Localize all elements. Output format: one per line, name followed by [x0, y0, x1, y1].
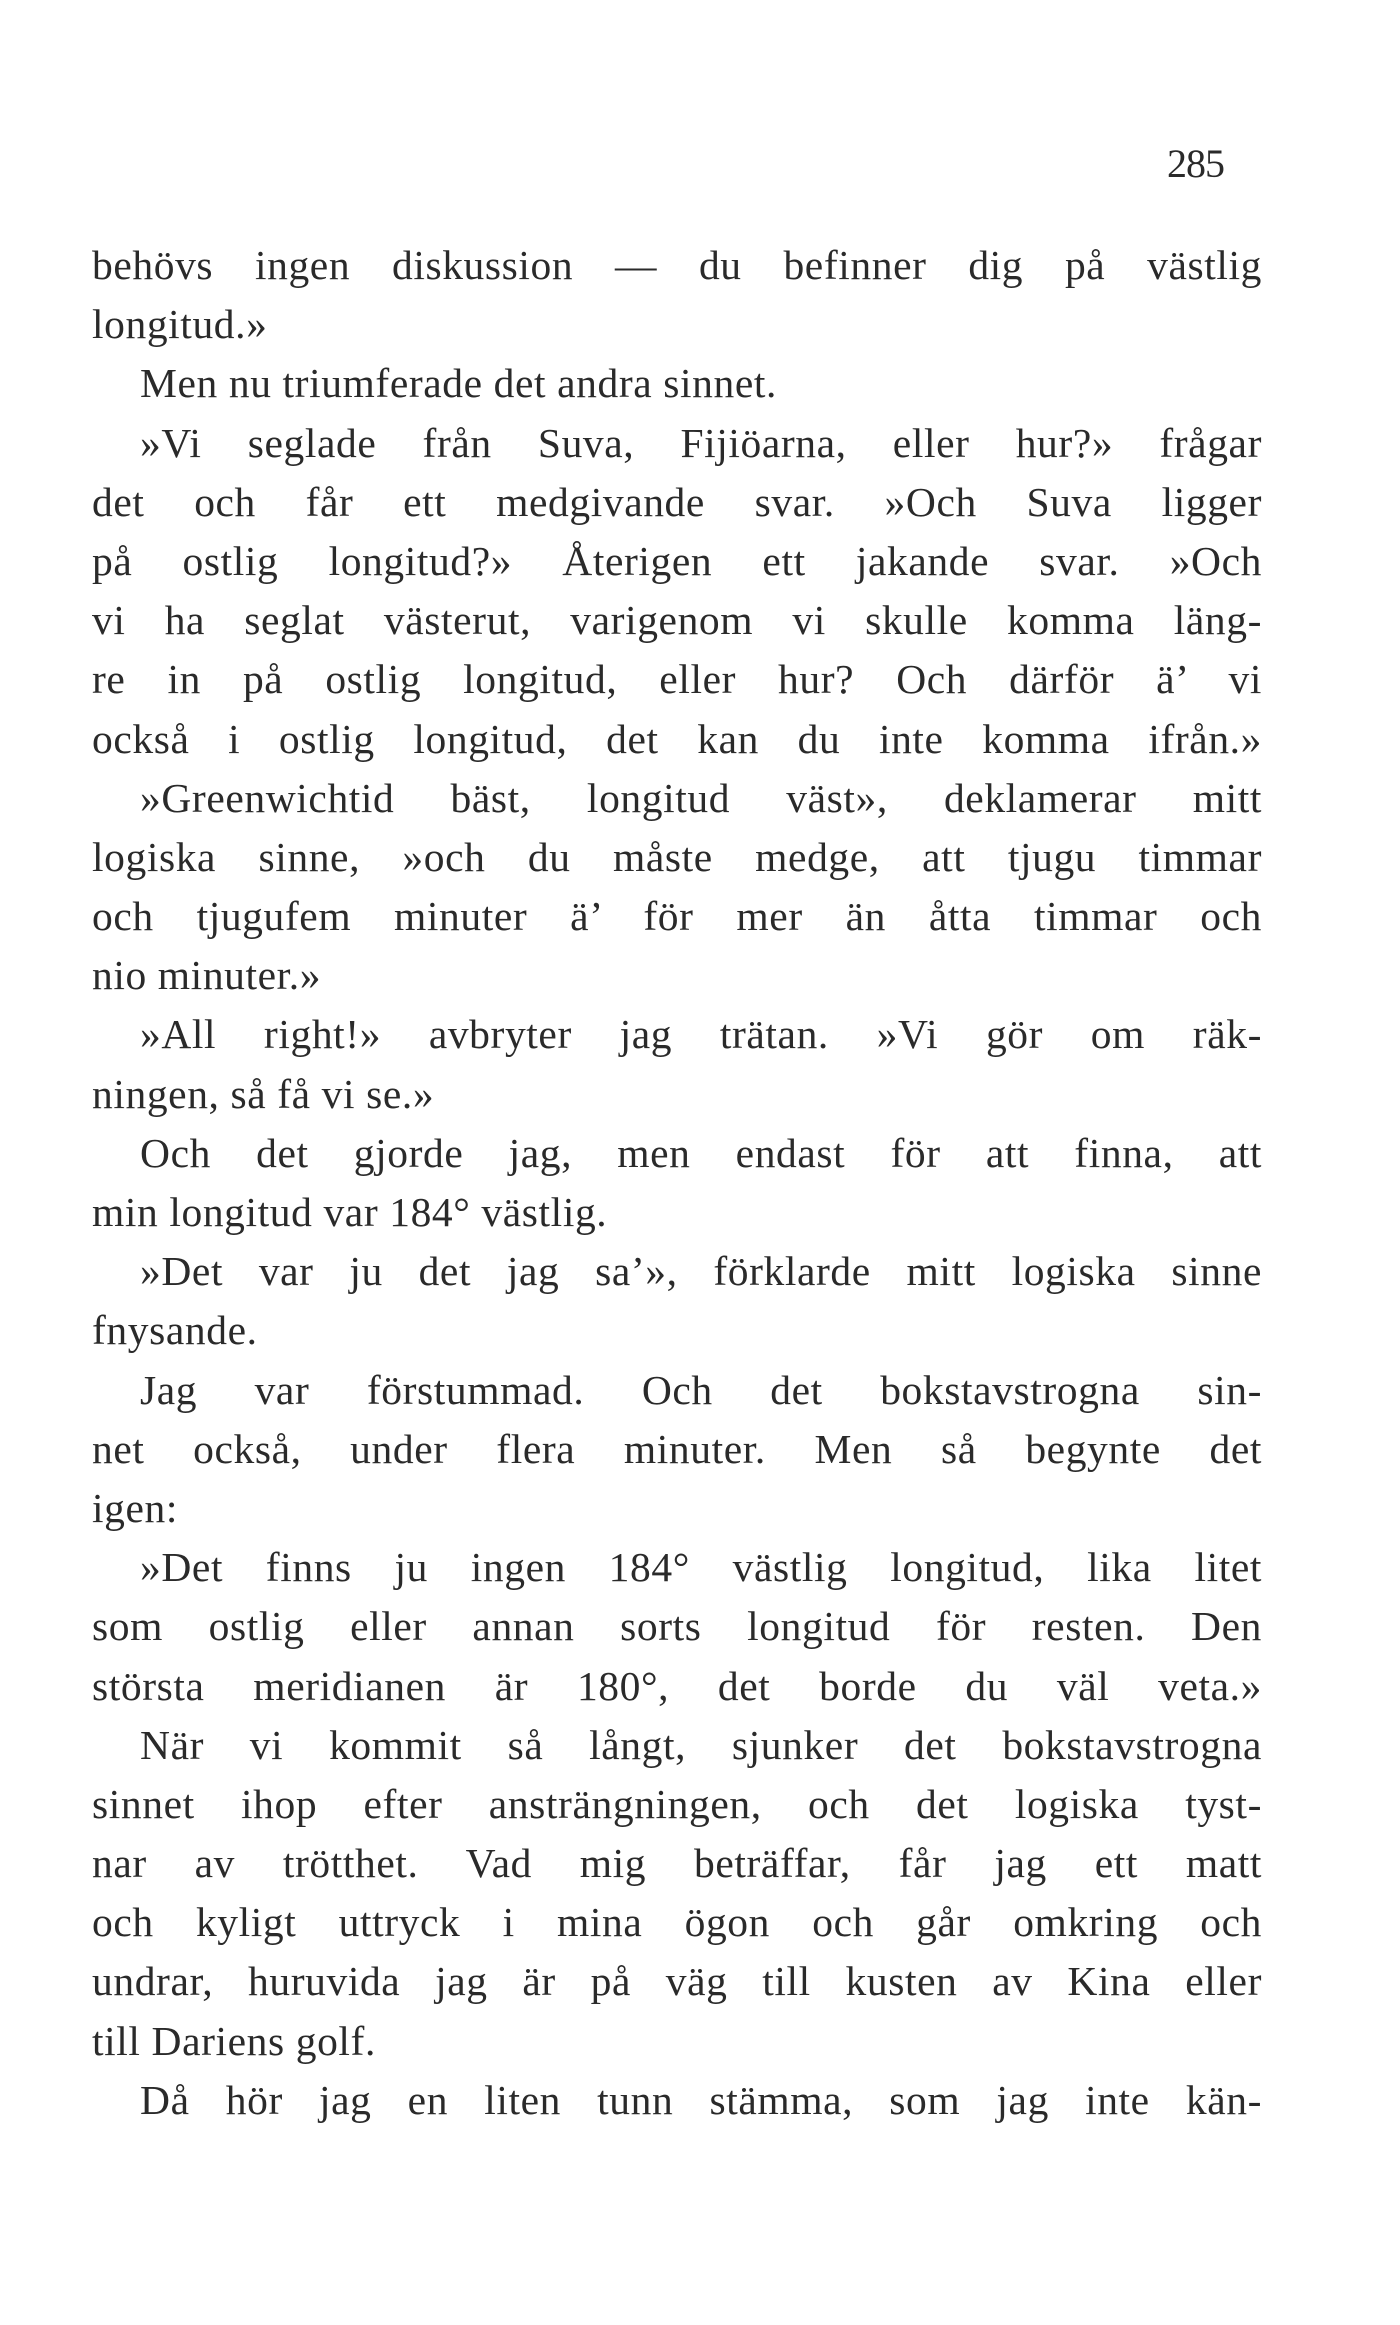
- text-line: »Greenwichtid bäst, longitud väst», deklamerar mitt: [140, 774, 1262, 821]
- text-line: också i ostlig longitud, det kan du inte komma ifrån.»: [92, 715, 1262, 762]
- text-line: vi ha seglat västerut, varigenom vi skulle komma läng-: [92, 597, 1262, 644]
- text-line: re in på ostlig longitud, eller hur? Och därför ä’ vi: [92, 656, 1262, 703]
- text-line: som ostlig eller annan sorts longitud för resten. Den: [92, 1603, 1262, 1650]
- text-line: på ostlig longitud?» Återigen ett jakande svar. »Och: [92, 537, 1262, 584]
- text-line: »All right!» avbryter jag trätan. »Vi gör om räk-: [140, 1011, 1262, 1058]
- text-line: logiska sinne, »och du måste medge, att tjugu timmar: [92, 833, 1262, 880]
- body-text: [92, 236, 1262, 2130]
- text-line: »Vi seglade från Suva, Fijiöarna, eller hur?» frågar: [140, 419, 1262, 466]
- text-line: och kyligt uttryck i mina ögon och går omkring och: [92, 1899, 1262, 1946]
- text-line: undrar, huruvida jag är på väg till kusten av Kina eller: [92, 1958, 1262, 2005]
- text-line: longitud.»: [92, 301, 268, 348]
- page-number: 285: [1167, 141, 1224, 186]
- text-line: till Dariens golf.: [92, 2017, 376, 2064]
- text-line: Och det gjorde jag, men endast för att finna, att: [140, 1129, 1262, 1176]
- text-line: sinnet ihop efter ansträngningen, och det logiska tyst-: [92, 1780, 1262, 1827]
- text-line: net också, under flera minuter. Men så begynte det: [92, 1425, 1262, 1472]
- text-line: och tjugufem minuter ä’ för mer än åtta timmar och: [92, 893, 1262, 940]
- text-line: »Det var ju det jag sa’», förklarde mitt logiska sinne: [140, 1248, 1262, 1295]
- text-line: Då hör jag en liten tunn stämma, som jag inte kän-: [140, 2076, 1262, 2123]
- text-line: igen:: [92, 1484, 178, 1531]
- text-line: fnysande.: [92, 1307, 258, 1354]
- text-line: Men nu triumferade det andra sinnet.: [140, 360, 777, 407]
- text-line: När vi kommit så långt, sjunker det bokstavstrogna: [140, 1721, 1262, 1768]
- text-line: behövs ingen diskussion — du befinner dig på västlig: [92, 242, 1262, 288]
- text-line: min longitud var 184° västlig.: [92, 1189, 608, 1235]
- text-line: det och får ett medgivande svar. »Och Suva ligger: [92, 478, 1262, 525]
- text-line: nar av trötthet. Vad mig beträffar, får jag ett matt: [92, 1840, 1262, 1887]
- text-line: nio minuter.»: [92, 952, 322, 999]
- text-line: ningen, så få vi se.»: [92, 1070, 435, 1117]
- text-line: Jag var förstummad. Och det bokstavstrogna sin-: [140, 1366, 1262, 1413]
- text-line: »Det finns ju ingen 184° västlig longitud, lika litet: [140, 1544, 1262, 1591]
- text-line: största meridianen är 180°, det borde du väl veta.»: [92, 1662, 1262, 1709]
